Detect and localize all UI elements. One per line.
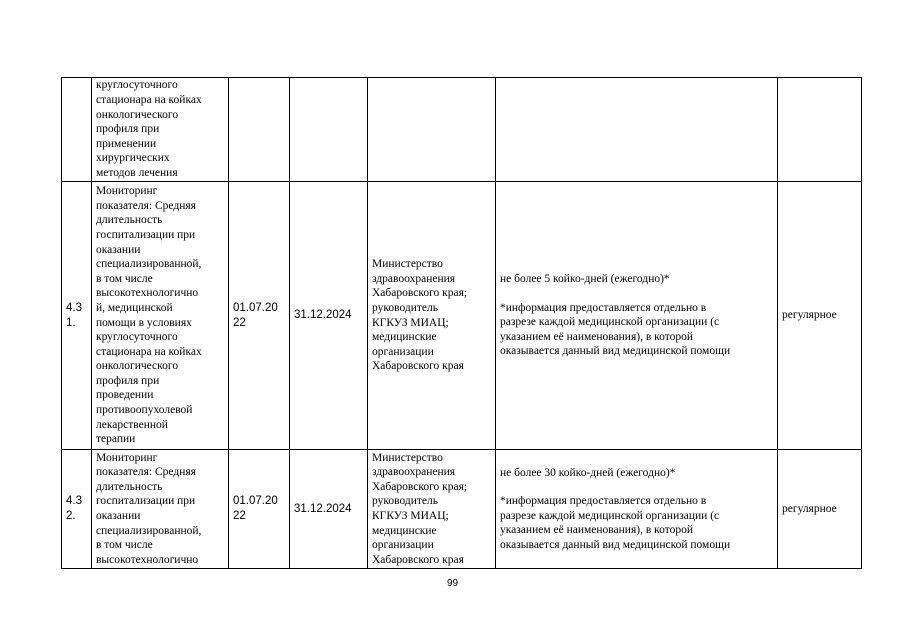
- cell-line: Хабаровского края;: [372, 480, 468, 493]
- responsible-cell: [368, 182, 496, 450]
- cell-line: здравоохранения: [372, 466, 456, 479]
- cell-line: *информация предоставляется отдельно в: [500, 495, 707, 508]
- item-number-cell: [62, 182, 92, 450]
- cell-line: оказывается данный вид медицинской помощи: [500, 345, 731, 358]
- responsible-cell: [368, 78, 496, 182]
- page-number: 99: [446, 578, 459, 589]
- cell-line: в том числе: [96, 272, 153, 285]
- cell-line: методов лечения: [96, 166, 178, 179]
- target-value: не более 30 койко-дней (ежегодно)*: [500, 466, 676, 479]
- cell-line: круглосуточного: [96, 79, 178, 92]
- cell-line: здравоохранения: [372, 272, 456, 285]
- cell-line: Мониторинг: [96, 451, 158, 464]
- cell-line: Хабаровского края: [372, 553, 464, 566]
- cell-line: показателя: Средняя: [96, 466, 196, 479]
- frequency-cell: [778, 450, 862, 569]
- cell-text: 31.12.2024: [294, 309, 352, 322]
- cell-line: Хабаровского края: [372, 360, 464, 373]
- cell-line: КГКУЗ МИАЦ;: [372, 316, 449, 329]
- cell-line: КГКУЗ МИАЦ;: [372, 510, 449, 522]
- measure-name-cell: [92, 78, 229, 182]
- cell-line: оказании: [96, 510, 141, 522]
- spacer: [500, 480, 773, 494]
- target-value: не более 5 койко-дней (ежегодно)*: [500, 273, 670, 286]
- cell-line: разрезе каждой медицинской организации (с: [500, 509, 720, 522]
- cell-line: применении: [96, 137, 157, 150]
- item-number-cell: [62, 78, 92, 182]
- cell-line: оказании: [96, 243, 141, 256]
- cell-text: 4.3 1.: [66, 301, 82, 329]
- cell-text: регулярное: [782, 309, 837, 322]
- cell-line: медицинские: [372, 524, 437, 537]
- cell-line: оказывается данный вид медицинской помощи: [500, 538, 731, 551]
- cell-line: специализированной,: [96, 258, 202, 271]
- end-date-cell: [290, 450, 368, 569]
- cell-line: длительность: [96, 214, 163, 227]
- table-row: [62, 78, 862, 182]
- cell-line: Министерство: [372, 258, 443, 271]
- frequency-cell: [778, 182, 862, 450]
- cell-text: 01.07.20 22: [233, 495, 278, 522]
- cell-line: противоопухолевой: [96, 404, 193, 417]
- cell-line: медицинские: [372, 331, 437, 344]
- cell-line: лекарственной: [96, 418, 168, 431]
- result-cell: [496, 450, 778, 569]
- cell-line: госпитализации при: [96, 228, 196, 241]
- cell-line: круглосуточного: [96, 331, 178, 344]
- cell-line: руководитель: [372, 301, 438, 314]
- cell-line: *информация предоставляется отдельно в: [500, 301, 707, 314]
- cell-line: профиля при: [96, 123, 160, 136]
- cell-line: в том числе: [96, 539, 153, 552]
- start-date-cell: [229, 78, 290, 182]
- cell-line: указанием её наименования), в которой: [500, 524, 694, 537]
- cell-line: й, медицинской: [96, 301, 173, 314]
- cell-line: высокотехнологично: [96, 553, 199, 566]
- cell-line: помощи в условиях: [96, 316, 192, 329]
- cell-line: разрезе каждой медицинской организации (с: [500, 316, 720, 329]
- cell-line: организации: [372, 345, 434, 358]
- cell-text: 31.12.2024: [294, 502, 352, 515]
- spacer: [500, 287, 773, 301]
- cell-line: длительность: [96, 480, 163, 493]
- cell-line: показателя: Средняя: [96, 199, 196, 212]
- cell-text: регулярное: [782, 502, 837, 515]
- measure-name-cell: [92, 182, 229, 450]
- cell-line: стационара на койках: [96, 94, 202, 107]
- cell-line: терапии: [96, 433, 136, 446]
- result-cell: [496, 78, 778, 182]
- end-date-cell: [290, 182, 368, 450]
- result-cell: [496, 182, 778, 450]
- end-date-cell: [290, 78, 368, 182]
- cell-line: проведении: [96, 389, 154, 402]
- measures-table: [61, 77, 862, 569]
- responsible-cell: [368, 450, 496, 569]
- cell-line: Хабаровского края;: [372, 287, 468, 300]
- cell-line: профиля при: [96, 374, 160, 387]
- cell-line: высокотехнологично: [96, 287, 199, 300]
- cell-line: специализированной,: [96, 524, 202, 537]
- cell-line: хирургических: [96, 152, 170, 165]
- cell-line: Министерство: [372, 451, 443, 464]
- start-date-cell: [229, 450, 290, 569]
- table-row: [62, 182, 862, 450]
- frequency-cell: [778, 78, 862, 182]
- cell-line: организации: [372, 539, 434, 552]
- cell-text: 01.07.20 22: [233, 301, 278, 329]
- cell-line: указанием её наименования), в которой: [500, 330, 694, 343]
- cell-line: Мониторинг: [96, 185, 158, 198]
- cell-line: стационара на койках: [96, 345, 202, 358]
- cell-line: госпитализации при: [96, 495, 196, 508]
- start-date-cell: [229, 182, 290, 450]
- measure-name-cell: [92, 450, 229, 569]
- cell-line: онкологического: [96, 108, 179, 121]
- cell-line: руководитель: [372, 495, 438, 508]
- cell-line: онкологического: [96, 360, 179, 373]
- table-row: [62, 450, 862, 569]
- item-number-cell: [62, 450, 92, 569]
- cell-text: 4.3 2.: [66, 495, 82, 522]
